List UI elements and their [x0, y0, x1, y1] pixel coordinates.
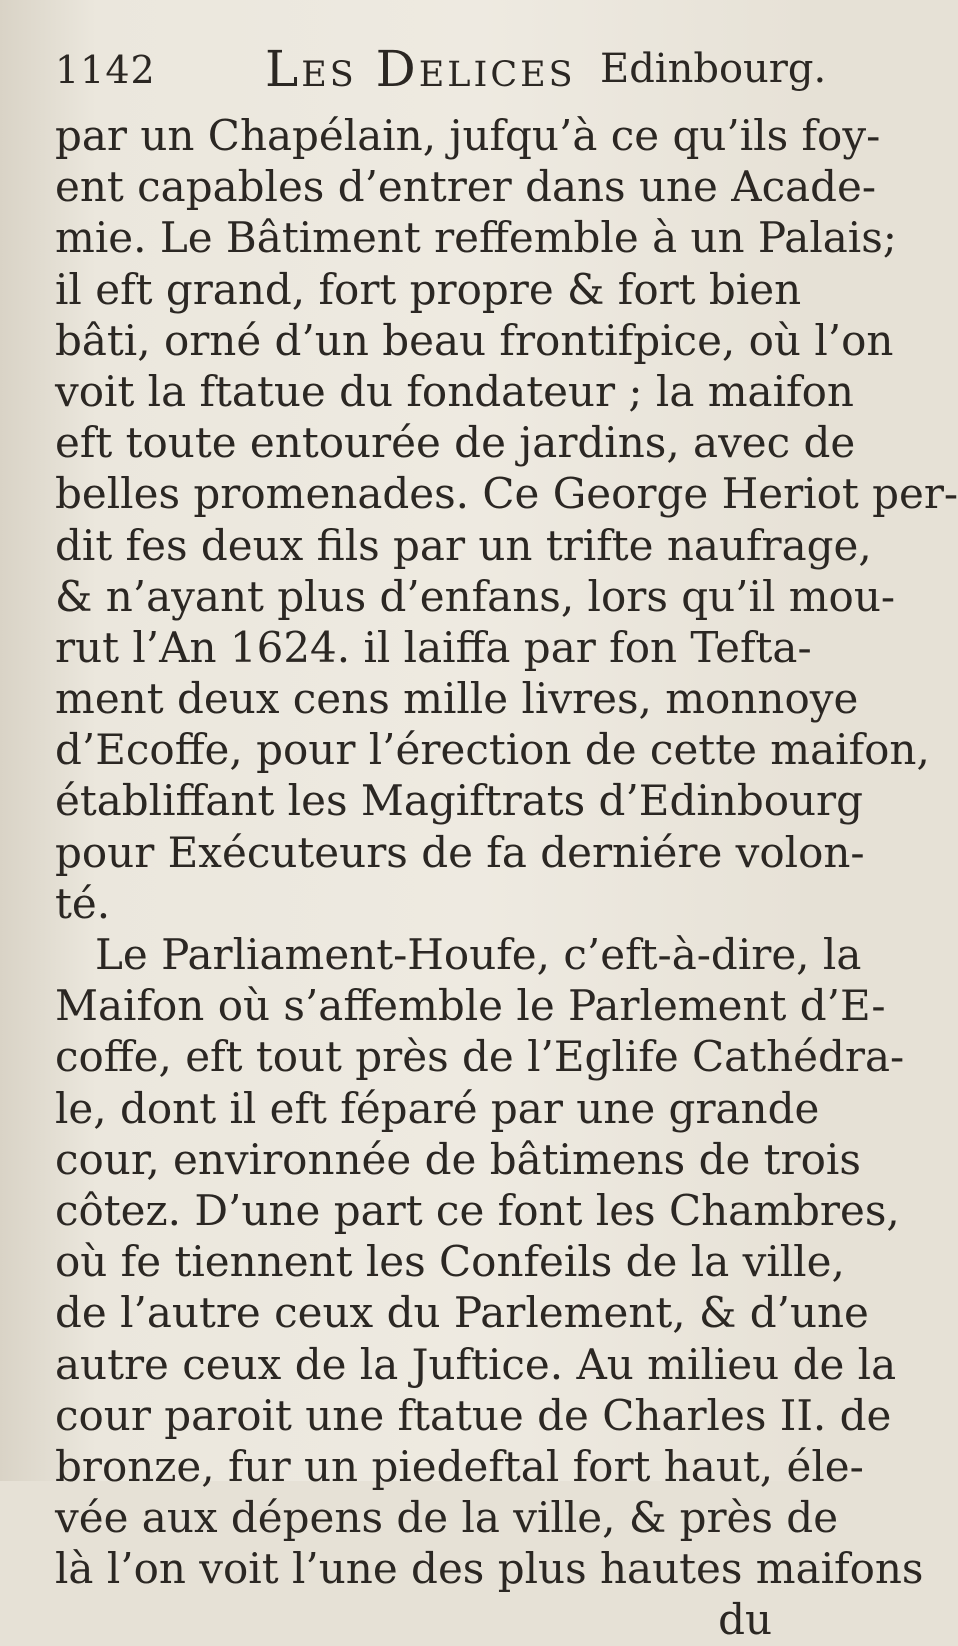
catchword: du — [718, 1595, 772, 1645]
text-line: mie. Le Bâtiment reffemble à un Palais; — [55, 213, 897, 263]
text-line: vée aux dépens de la ville, & près de — [55, 1493, 839, 1543]
text-line: là l’on voit l’une des plus hautes maifons — [55, 1544, 924, 1594]
text-line: belles promenades. Ce George Heriot per- — [55, 469, 958, 519]
running-title: Les Delices — [265, 40, 576, 98]
text-line: établiffant les Magiftrats d’Edinbourg — [55, 776, 864, 826]
text-line: rut l’An 1624. il laiffa par fon Tefta- — [55, 622, 812, 672]
text-line: par un Chapélain, jufqu’à ce qu’ils foy- — [55, 111, 881, 160]
running-place: Edinbourg. — [600, 46, 827, 92]
text-line: de l’autre ceux du Parlement, & d’une — [55, 1288, 869, 1338]
text-line: Maifon où s’affemble le Parlement d’E- — [55, 981, 886, 1031]
text-line: cour, environnée de bâtimens de trois — [55, 1134, 861, 1184]
text-line: voit la ftatue du fondateur ; la maifon — [55, 366, 854, 416]
text-line: côtez. D’une part ce font les Chambres, — [55, 1185, 900, 1235]
text-line: le, dont il eft féparé par une grande — [55, 1083, 820, 1133]
text-line: pour Exécuteurs de fa derniére volon- — [55, 827, 865, 877]
page-header — [55, 40, 827, 100]
text-line: coffe, eft tout près de l’Eglife Cathédra- — [55, 1032, 905, 1082]
text-line: autre ceux de la Juftice. Au milieu de la — [55, 1339, 897, 1389]
text-line: il eft grand, fort propre & fort bien — [55, 264, 802, 314]
text-line: où fe tiennent les Confeils de la ville, — [55, 1237, 845, 1287]
text-line: ent capables d’entrer dans une Acade- — [55, 162, 877, 212]
paragraph-start-line: Le Parliament-Houfe, c’eft-à-dire, la — [95, 930, 862, 979]
text-line: d’Ecoffe, pour l’érection de cette maifon, — [55, 725, 930, 775]
text-line: eft toute entourée de jardins, avec de — [55, 418, 856, 468]
body-text — [55, 110, 958, 1646]
text-line: bâti, orné d’un beau frontifpice, où l’on — [55, 315, 894, 365]
page-number: 1142 — [55, 48, 156, 92]
text-line: bronze, fur un piedeftal fort haut, éle- — [55, 1441, 864, 1491]
text-line: cour paroit une ftatue de Charles II. de — [55, 1390, 892, 1440]
text-line: & n’ayant plus d’enfans, lors qu’il mou- — [55, 571, 896, 621]
text-line: dit fes deux fils par un trifte naufrage, — [55, 520, 872, 570]
text-line: té. — [55, 878, 111, 928]
text-line: ment deux cens mille livres, monnoye — [55, 674, 859, 724]
